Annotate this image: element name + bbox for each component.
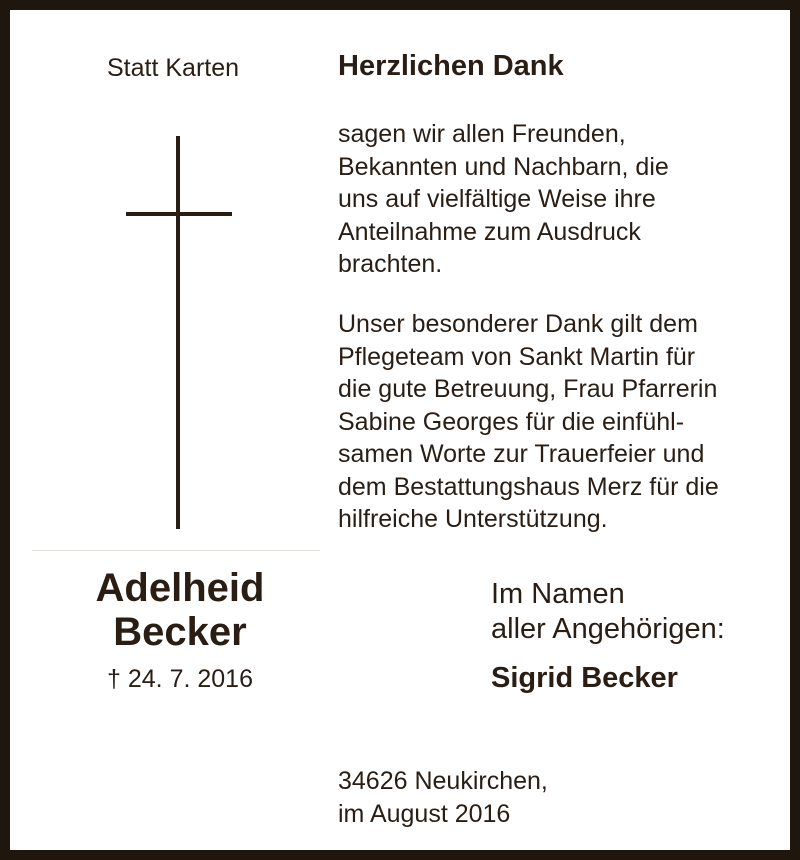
deceased-name	[30, 566, 330, 654]
signature-intro	[491, 577, 725, 647]
deceased-first-name: Adelheid	[95, 566, 265, 610]
paragraph-line: brachten.	[338, 250, 443, 278]
date-line: im August 2016	[338, 799, 511, 828]
paragraph-line: Pflegeteam von Sankt Martin für	[338, 342, 696, 371]
paragraph-line: die gute Betreuung, Frau Pfarrerin	[338, 375, 718, 403]
cross-icon-vertical-bar	[176, 136, 180, 529]
paragraph-line: Sabine Georges für die einfühl-	[338, 407, 685, 436]
paragraph-line: dem Bestattungshaus Merz für die	[338, 472, 719, 501]
thanks-heading: Herzlichen Dank	[338, 50, 564, 82]
divider	[32, 550, 320, 551]
paragraph-line: Unser besonderer Dank gilt dem	[338, 310, 698, 338]
thanks-paragraph-1	[338, 118, 669, 281]
signature-line-2: aller Angehörigen:	[491, 613, 725, 645]
place-line: 34626 Neukirchen,	[338, 767, 548, 795]
cross-icon-horizontal-bar	[126, 212, 232, 216]
signature-line-1: Im Namen	[491, 578, 625, 610]
deceased-last-name: Becker	[113, 610, 247, 654]
paragraph-line: hilfreiche Unterstützung.	[338, 505, 608, 533]
paragraph-line: Anteilnahme zum Ausdruck	[338, 217, 641, 246]
death-date: † 24. 7. 2016	[107, 665, 253, 693]
statt-karten-label: Statt Karten	[107, 54, 240, 82]
signer-name: Sigrid Becker	[491, 662, 678, 694]
paragraph-line: Bekannten und Nachbarn, die	[338, 152, 669, 181]
paragraph-line: uns auf vielfältige Weise ihre	[338, 185, 656, 213]
paragraph-line: sagen wir allen Freunden,	[338, 120, 626, 148]
paragraph-line: samen Worte zur Trauerfeier und	[338, 440, 705, 468]
place-date	[338, 765, 548, 830]
thanks-paragraph-2	[338, 308, 719, 536]
